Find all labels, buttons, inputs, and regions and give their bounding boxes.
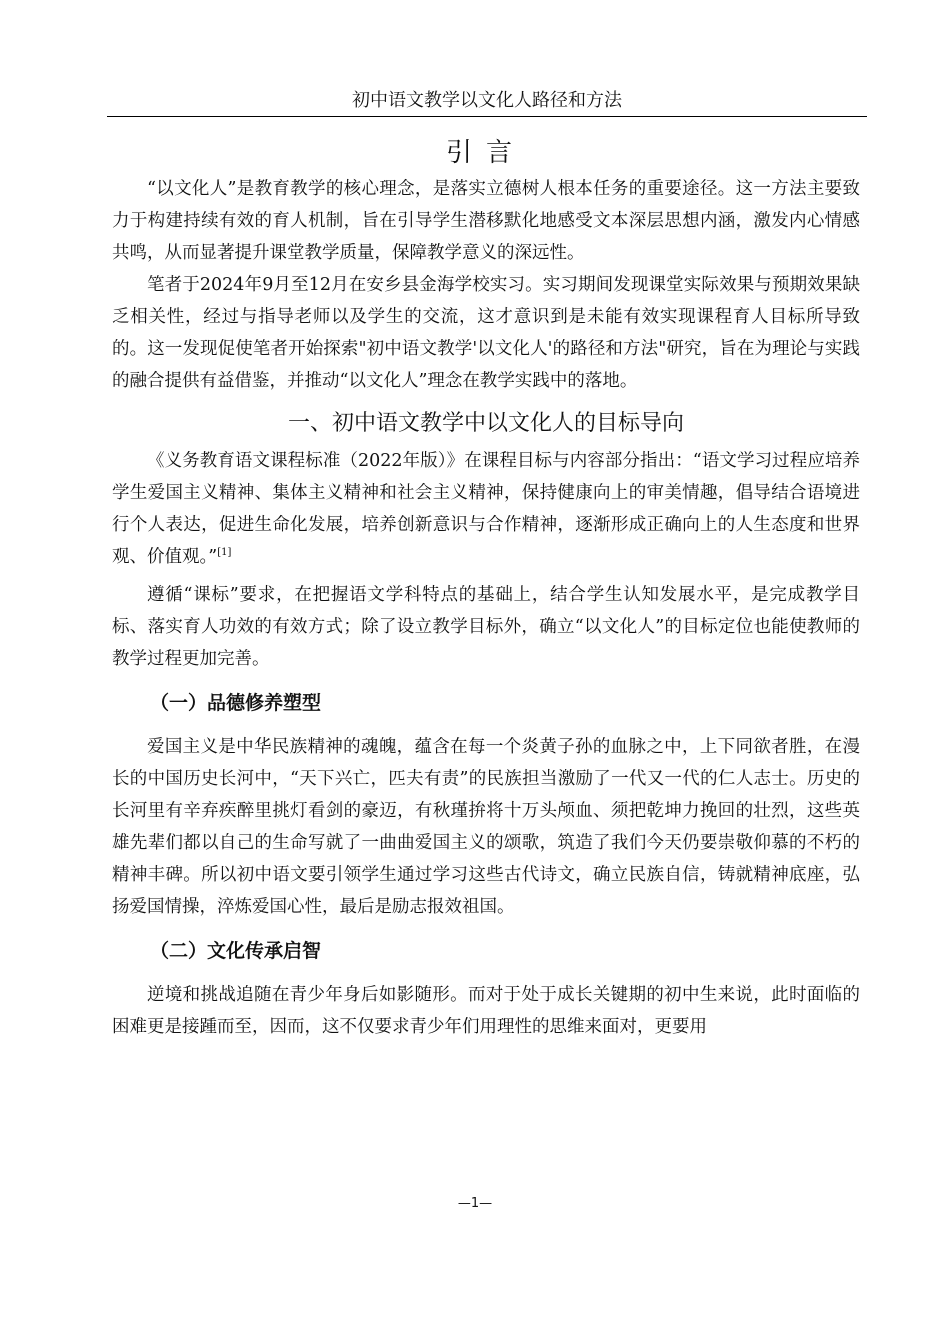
citation-ref: [1] xyxy=(217,547,232,559)
subsection-2-title: （二）文化传承启智 xyxy=(150,940,322,962)
subsection-2-paragraph: 逆境和挑战追随在青少年身后如影随形。而对于处于成长关键期的初中生来说，此时面临的困难更是接踵而至，因而，这不仅要求青少年们用理性的思维来面对，更要用 xyxy=(112,985,860,1037)
section-1-title: 一、初中语文教学中以文化人的目标导向 xyxy=(287,411,684,436)
section-1-paragraph-1 xyxy=(112,445,860,573)
page-number: —1— xyxy=(457,1196,493,1211)
intro-title: 引言 xyxy=(445,138,526,168)
header-rule xyxy=(107,116,867,117)
subsection-1-title: （一）品德修养塑型 xyxy=(150,692,322,714)
running-header: 初中语文教学以文化人路径和方法 xyxy=(352,90,622,111)
intro-paragraph-2: 笔者于2024年9月至12月在安乡县金海学校实习。实习期间发现课堂实际效果与预期效果缺乏相关性，经过与指导老师以及学生的交流，这才意识到是未能有效实现课程育人目标所导致的。这一发现促使笔者开始探索"初中语文教学'以文化人'的路径和方法"研究，旨在为理论与实践的融合提供有益借鉴，并推动“以文化人”理念在教学实践中的落地。 xyxy=(112,275,860,391)
section-1-paragraph-2: 遵循“课标”要求，在把握语文学科特点的基础上，结合学生认知发展水平，是完成教学目标、落实育人功效的有效方式；除了设立教学目标外，确立“以文化人”的目标定位也能使教师的教学过程更加完善。 xyxy=(112,585,860,669)
page-content xyxy=(112,133,860,1043)
section-1-paragraph-1-text: 《义务教育语文课程标准（2022年版）》在课程目标与内容部分指出：“语文学习过程应培养学生爱国主义精神、集体主义精神和社会主义精神，保持健康向上的审美情趣，倡导结合语境进行个人表达，促进生命化发展，培养创新意识与合作精神，逐渐形成正确向上的人生态度和世界观、价值观。” xyxy=(112,451,860,567)
subsection-1-paragraph: 爱国主义是中华民族精神的魂魄，蕴含在每一个炎黄子孙的血脉之中，上下同欲者胜，在漫长的中国历史长河中，“天下兴亡，匹夫有责”的民族担当激励了一代又一代的仁人志士。历史的长河里有辛弃疾醉里挑灯看剑的豪迈，有秋瑾拚将十万头颅血、须把乾坤力挽回的壮烈，这些英雄先辈们都以自己的生命写就了一曲曲爱国主义的颂歌，筑造了我们今天仍要崇敬仰慕的不朽的精神丰碑。所以初中语文要引领学生通过学习这些古代诗文，确立民族自信，铸就精神底座，弘扬爱国情操，淬炼爱国心性，最后是励志报效祖国。 xyxy=(112,737,860,917)
intro-paragraph-1: “以文化人”是教育教学的核心理念，是落实立德树人根本任务的重要途径。这一方法主要致力于构建持续有效的育人机制，旨在引导学生潜移默化地感受文本深层思想内涵，激发内心情感共鸣，从而显著提升课堂教学质量，保障教学意义的深远性。 xyxy=(112,179,860,263)
